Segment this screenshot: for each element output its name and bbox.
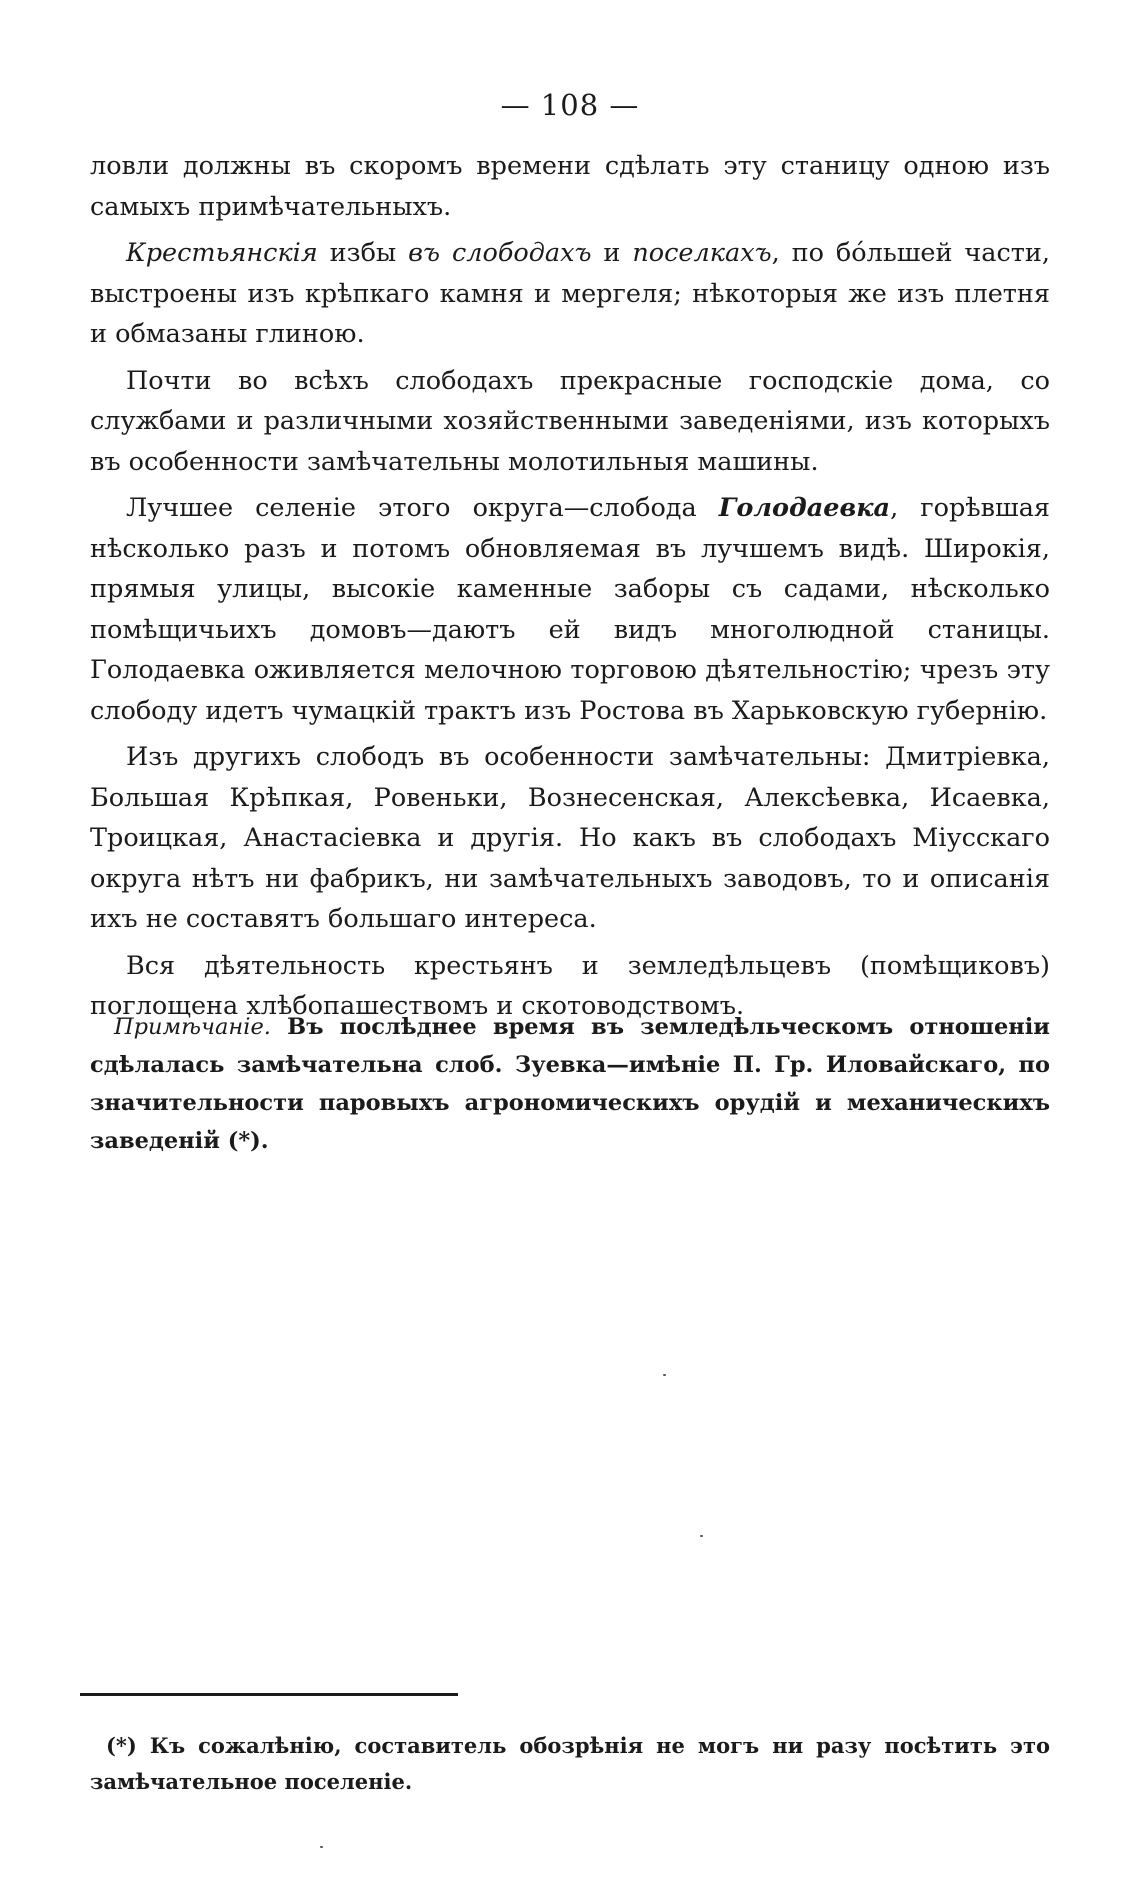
note-paragraph [90, 1008, 1050, 1160]
paragraph-4 [90, 488, 1050, 731]
print-speck [700, 1535, 703, 1537]
paragraph-2 [90, 233, 1050, 355]
term-peasant: Крестьянскія [126, 238, 318, 268]
text-fragment: , по бóльшей части, выстроены изъ крѣпкаго камня и мергеля; нѣкоторыя же изъ плетня и обмазаны глиною. [90, 238, 1050, 349]
text-fragment: избы [317, 238, 409, 268]
paragraph-5: Изъ другихъ слободъ въ особенности замѣчательны: Дмитріевка, Большая Крѣпкая, Ровеньки, Вознесенская, Алексѣевка, Исаевка, Троицкая, Анастасіевка и другія. Но какъ въ слободахъ Міусскаго округа нѣтъ ни фабрикъ, ни замѣчательныхъ заводовъ, то и описанія ихъ не составятъ большаго интереса. [90, 742, 1050, 934]
paragraph-3: Почти во всѣхъ слободахъ прекрасные господскіе дома, со службами и различными хозяйственными заведеніями, изъ которыхъ въ особенности замѣчательны молотильныя машины. [90, 365, 1050, 477]
term-golodaevka: Голодаевка [718, 493, 891, 523]
footnote-divider [80, 1693, 458, 1696]
print-speck [663, 1374, 666, 1376]
note-text: Въ послѣднее время въ земледѣльческомъ отношеніи сдѣлалась замѣчательна слоб. Зуевка—имѣніе П. Гр. Иловайскаго, по значительности паровыхъ агрономическихъ орудій и механическихъ заведеній (*). [90, 1014, 1050, 1154]
main-text [90, 146, 1050, 1033]
page-number: — 108 — [500, 88, 640, 122]
term-villages: поселкахъ [632, 238, 772, 268]
term-settlements: въ слободахъ [408, 238, 592, 268]
note-block [90, 1008, 1050, 1160]
text-fragment: Лучшее селеніе этого округа—слобода [126, 493, 719, 523]
text-fragment: , горѣвшая нѣсколько разъ и потомъ обновляемая въ лучшемъ видѣ. Широкія, прямыя улицы, высокіе каменные заборы съ садами, нѣсколько помѣщичьихъ домовъ—даютъ ей видъ многолюдной станицы. Голодаевка оживляется мелочною торговою дѣятельностію; чрезъ эту слободу идетъ чумацкій трактъ изъ Ростова въ Харьковскую губернію. [90, 493, 1050, 726]
text-fragment: и [591, 238, 633, 268]
paragraph-6: Вся дѣятельность крестьянъ и земледѣльцевъ (помѣщиковъ) поглощена хлѣбопашествомъ и скотоводствомъ. [90, 950, 1050, 1021]
paragraph-1: ловли должны въ скоромъ времени сдѣлать эту станицу одною изъ самыхъ примѣчательныхъ. [90, 151, 1050, 222]
print-speck [320, 1846, 323, 1848]
footnote-text: (*) Къ сожалѣнію, составитель обозрѣнія не могъ ни разу посѣтить это замѣчательное поселеніе. [90, 1733, 1050, 1794]
footnote [90, 1728, 1050, 1800]
note-lead: Примѣчаніе. [114, 1014, 271, 1040]
